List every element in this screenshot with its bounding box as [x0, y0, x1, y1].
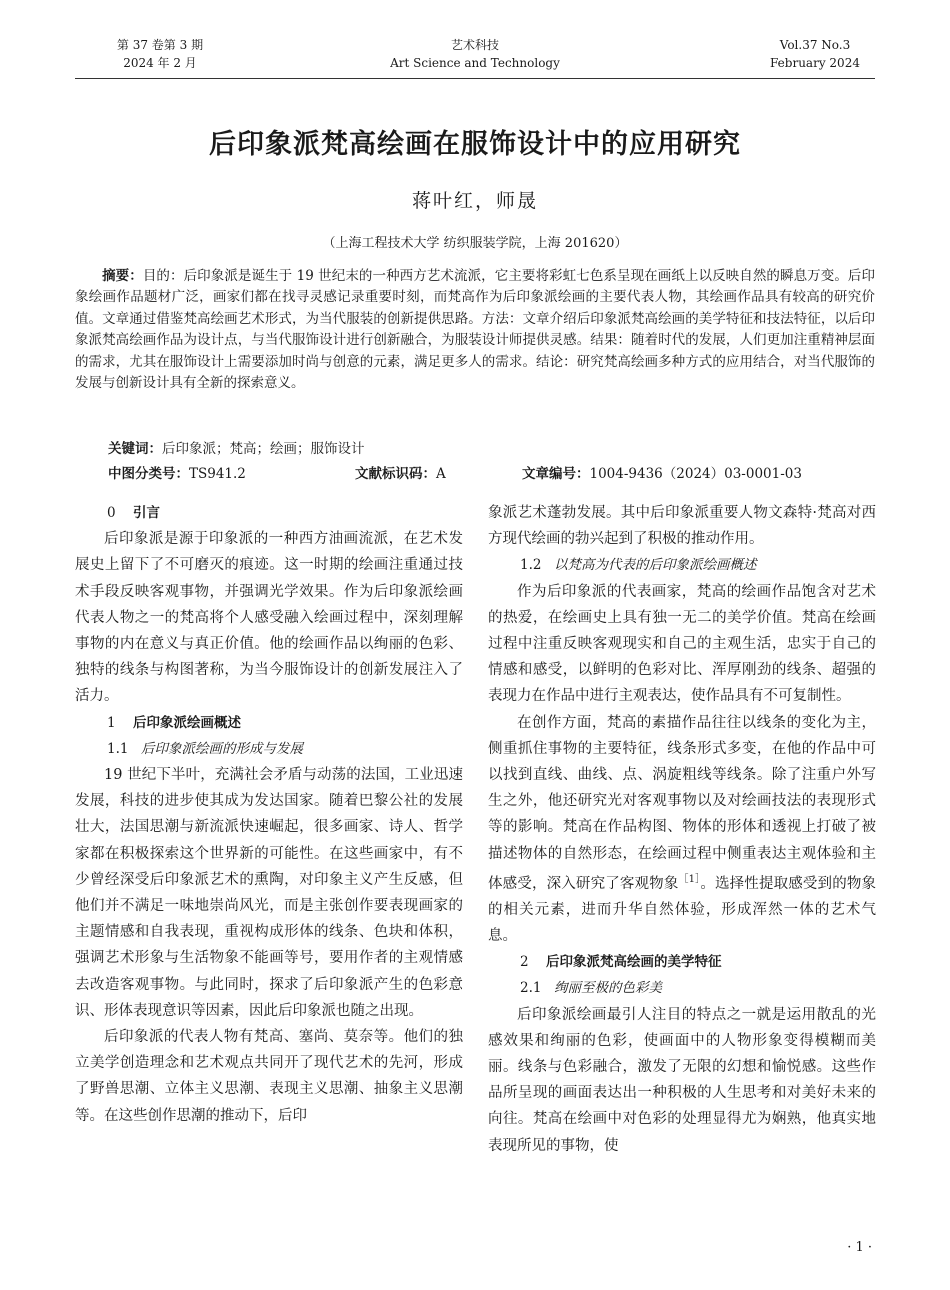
section-heading [75, 500, 463, 526]
abstract-label: 摘要： [102, 268, 143, 284]
paragraph [488, 710, 876, 950]
doc-code-value: A [436, 466, 446, 482]
page-number: · 1 · [847, 1240, 872, 1255]
article-number-label: 文章编号： [522, 466, 590, 482]
header-rule [75, 78, 875, 79]
subsection-number: 1.2 [520, 557, 542, 574]
section-title: 引言 [133, 505, 160, 521]
paragraph-text: 在创作方面，梵高的素描作品往往以线条的变化为主，侧重抓住事物的主要特征，线条形式多变，在他的作品中可以找到直线、曲线、点、涡旋粗线等线条。除了注重户外写生之外，他还研究光对客观事物以及对绘画技法的表现形式等的影响。梵高在作品构图、物体的形体和透视上打破了被描述物体的自然形态，在绘画过程中侧重表达主观体验和主体感受，深入研究了客观物象 [488, 714, 876, 892]
abstract [75, 266, 875, 394]
volume-issue: 第 37 卷第 3 期 [116, 38, 204, 52]
article-number-value: 1004-9436（2024）03-0001-03 [589, 466, 802, 482]
issue-date: 2024 年 2 月 [123, 56, 197, 70]
paper-title: 后印象派梵高绘画在服饰设计中的应用研究 [209, 129, 741, 160]
section-title: 后印象派绘画概述 [133, 714, 241, 731]
journal-name-cn: 艺术科技 [450, 38, 499, 52]
paragraph: 后印象派的代表人物有梵高、塞尚、莫奈等。他们的独立美学创造理念和艺术观点共同开了现代艺术的先河，形成了野兽思潮、立体主义思潮、表现主义思潮、抽象主义思潮等。在这些创作思潮的推动下，后印 [75, 1029, 463, 1124]
subsection-number: 2.1 [520, 980, 542, 997]
journal-issue [100, 36, 220, 72]
document-code [355, 462, 446, 482]
paragraph: 后印象派是源于印象派的一种西方油画流派，在艺术发展史上留下了不可磨灭的痕迹。这一时期的绘画注重通过技术手段反映客观事物，并强调光学效果。作为后印象派绘画代表人物之一的梵高将个人感受融入绘画过程中，深刻理解事物的内在意义与真正价值。他的绘画作品以绚丽的色彩、独特的线条与构图著称，为当今服饰设计的创新发展注入了活力。 [75, 531, 463, 705]
subsection-heading [75, 736, 463, 762]
right-column [488, 500, 876, 1159]
section-number: 1 [107, 714, 116, 731]
doc-code-label: 文献标识码： [355, 466, 436, 482]
paragraph: 19 世纪下半叶，充满社会矛盾与动荡的法国，工业迅速发展，科技的进步使其成为发达国家。随着巴黎公社的发展壮大，法国思潮与新流派快速崛起，很多画家、诗人、哲学家都在积极探索这个世界新的可能性。在这些画家中，有不少曾经深受后印象派艺术的熏陶，对印象主义产生反感，但他们并不满足一味地崇尚风光，而是主张创作要表现画家的主题情感和自我表现，重视构成形体的线条、色块和体积，强调艺术形象与生活物象不能画等号，要用作者的主观情感去改造客观事物。与此同时，探求了后印象派产生的色彩意识、形体表现意识等因素，因此后印象派也随之出现。 [75, 766, 463, 1019]
article-number [522, 462, 802, 482]
subsection-heading [488, 552, 876, 578]
subsection-title: 后印象派绘画的形成与发展 [141, 740, 303, 757]
journal-name [375, 36, 575, 72]
section-title: 后印象派梵高绘画的美学特征 [546, 954, 722, 971]
section-number: 0 [107, 505, 116, 521]
subsection-title: 绚丽至极的色彩美 [554, 980, 662, 997]
subsection-number: 1.1 [107, 740, 129, 757]
paragraph: 后印象派绘画最引人注目的特点之一就是运用散乱的光感效果和绚丽的色彩，使画面中的人物形象变得模糊而美丽。线条与色彩融合，激发了无限的幻想和愉悦感。这些作品所呈现的画面表达出一种积极的人生思考和对美好未来的向往。梵高在绘画中对色彩的处理显得尤为娴熟，他真实地表现所见的事物，使 [488, 1006, 876, 1154]
paragraph: 作为后印象派的代表画家，梵高的绘画作品饱含对艺术的热爱，在绘画史上具有独一无二的美学价值。梵高在绘画过程中注重反映客观现实和自己的主观生活，忠实于自己的情感和感受，以鲜明的色彩对比、浑厚刚劲的线条、超强的表现力在作品中进行主观表达，使作品具有不可复制性。 [488, 583, 876, 705]
journal-name-en: Art Science and Technology [390, 56, 560, 70]
left-column [75, 500, 463, 1129]
clc-label: 中图分类号： [108, 466, 189, 482]
journal-volume-en [760, 36, 870, 72]
section-heading [488, 949, 876, 975]
date-en: February 2024 [770, 56, 860, 70]
keywords-text: 后印象派；梵高；绘画；服饰设计 [162, 441, 365, 457]
paragraph-continued: 象派艺术蓬勃发展。其中后印象派重要人物文森特·梵高对西方现代绘画的勃兴起到了积极的推动作用。 [488, 505, 876, 548]
keywords-label: 关键词： [108, 441, 162, 457]
abstract-text: 目的：后印象派是诞生于 19 世纪末的一种西方艺术流派，它主要将彩虹七色系呈现在画纸上以反映自然的瞬息万变。后印象绘画作品题材广泛，画家们都在找寻灵感记录重要时刻，而梵高作为后印象派绘画的主要代表人物，其绘画作品具有较高的研究价值。文章通过借鉴梵高绘画艺术形式，为当代服装的创新提供思路。方法：文章介绍后印象派梵高绘画的美学特征和技法特征，以后印象派梵高绘画作品为设计点，与当代服饰设计进行创新融合，为服装设计师提供灵感。结果：随着时代的发展，人们更加注重精神层面的需求，尤其在服饰设计上需要添加时尚与创意的元素，满足更多人的需求。结论：研究梵高绘画多种方式的应用结合，对当代服饰的发展与创新设计具有全新的探索意义。 [75, 268, 876, 392]
clc-number [108, 462, 246, 482]
keywords [108, 437, 365, 457]
author-affiliation: （上海工程技术大学 纺织服装学院，上海 201620） [322, 236, 628, 251]
paper-authors: 蒋叶红，师晟 [411, 190, 538, 212]
clc-value: TS941.2 [189, 466, 246, 482]
paragraph-text-tail: 。选择性提取感受到的物象的相关元素，进而升华自然体验，形成浑然一体的艺术气息。 [488, 875, 877, 945]
citation-marker[interactable]: ［1］ [678, 873, 701, 885]
subsection-heading [488, 975, 876, 1001]
section-heading [75, 710, 463, 736]
section-number: 2 [520, 954, 529, 971]
volume-en: Vol.37 No.3 [779, 38, 851, 52]
subsection-title: 以梵高为代表的后印象派绘画概述 [554, 557, 757, 574]
